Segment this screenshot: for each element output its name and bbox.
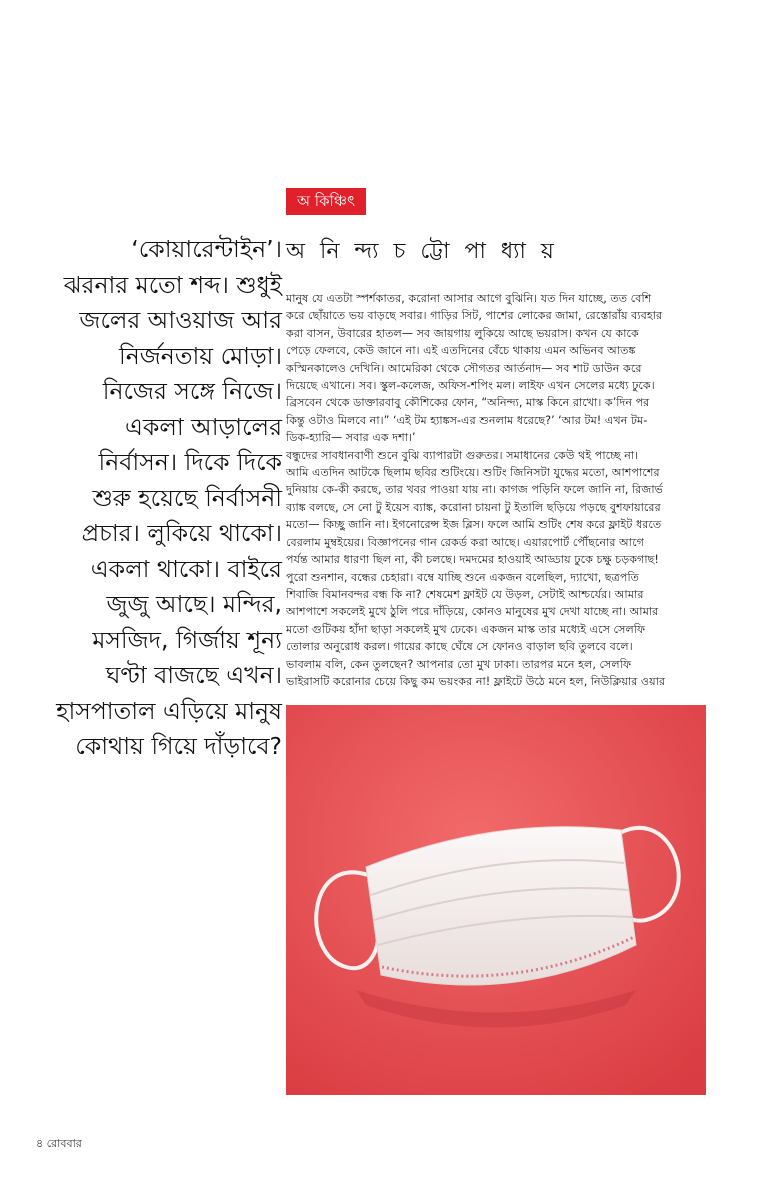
article-line: কস্মিনকালেও দেখিনি। আমেরিকা থেকে সৌগতর আর্তনাদ— সব শাট ডাউন করে <box>286 361 642 375</box>
article-line: ব্রিসবেন থেকে ডাক্তারবাবু কৌশিকের ফোন, “অনিন্দ্য, মাস্ক কিনে রাখো। ক’দিন পর <box>286 396 650 410</box>
section-tag: অ কিঞ্চিৎ <box>286 188 366 215</box>
article-line: দুনিয়ায় কে-কী করছে, তার খবর পাওয়া যায় না। কাগজ পড়িনি ফলে জানি না, রিজার্ভ <box>286 483 663 497</box>
pull-quote-line: নিজের সঙ্গে নিজে। <box>102 377 282 405</box>
article-line: বেরলাম মুম্বইয়ের। বিজ্ঞাপনের গান রেকর্ড করা আছে। এয়ারপোর্ট পৌঁছনোর আগে <box>286 535 644 549</box>
pull-quote <box>20 232 282 765</box>
article-line: মতো— কিচ্ছু জানি না। ইগনোরেন্স ইজ ব্লিস। ফলে আমি শুটিং শেষ করে ফ্লাইট ধরতে <box>286 518 662 532</box>
article-line: পেড়ে ফেলবে, কেউ জানে না। এই এতদিনের বেঁচে থাকায় এমন অভিনব আতঙ্ক <box>286 344 636 358</box>
pull-quote-line: নির্বাসন। দিকে দিকে <box>98 448 282 476</box>
pull-quote-line: জুজু আছে। মন্দির, <box>106 590 282 618</box>
article-line: মতো গুটিকয় হাঁদা ছাড়া সকলেই মুখ ঢেকে। একজন মাস্ক তার মধ্যেই এসে সেলফি <box>286 622 646 636</box>
pull-quote-line: কোথায় গিয়ে দাঁড়াবে? <box>75 732 282 760</box>
pull-quote-line: একলা থাকো। বাইরে <box>90 554 282 583</box>
article-line: ব্যাঙ্ক বলছে, সে নো টু ইয়েস ব্যাঙ্ক, করোনা চায়না টু ইতালি ছড়িয়ে পড়ছে বুশফায়ারের <box>286 500 661 514</box>
pull-quote-line: মসজিদ, গির্জায় শূন্য <box>92 625 282 654</box>
article-line: আমি এতদিন আটকে ছিলাম ছবির শুটিংয়ে। শুটিং জিনিসটা যুদ্ধের মতো, আশপাশের <box>286 466 660 480</box>
pull-quote-line: জলের আওয়াজ আর <box>79 306 282 334</box>
article-line: করে ছোঁয়াতে ভয় বাড়ছে সবার। গাড়ির সিট, পাশের লোকের জামা, রেস্তোরাঁয় ব্যবহার <box>286 309 663 323</box>
pull-quote-line: হাসপাতাল এড়িয়ে মানুষ <box>56 696 282 725</box>
face-mask-illustration <box>286 705 706 1095</box>
article-line: ভাইরাসটি করোনার চেয়ে কিছু কম ভয়ংকর না! ফ্লাইটে উঠে মনে হল, নিউক্লিয়ার ওয়ার <box>286 674 666 688</box>
article-line: তোলার অনুরোধ করল। গায়ের কাছে ঘেঁষে সে ফোনও বাড়াল ছবি তুলবে বলে। <box>286 640 633 654</box>
pull-quote-line: ঝরনার মতো শব্দ। শুধুই <box>63 270 282 299</box>
article-line: ডিক-হ্যারি— সবার এক দশা।’ <box>286 431 416 445</box>
article-line: পর্যন্ত আমার ধারণা ছিল না, কী চলছে। দমদমের হাওয়াই আড্ডায় ঢুকে চক্ষু চড়কগাছ! <box>286 553 659 567</box>
article-line: দিয়েছে এখানে। সব। স্কুল-কলেজ, অফিস-শপিং মল। লাইফ এখন সেলের মধ্যে ঢুকে। <box>286 379 655 393</box>
article-line: করা বাসন, উবারের হাতল— সব জায়গায় লুকিয়ে আছে ভয়রাস। কখন যে কাকে <box>286 326 639 340</box>
article-line: ভাবলাম বলি, কেন তুলছেন? আপনার তো মুখ ঢাকা। তারপর মনে হল, সেলফি <box>286 657 632 671</box>
pull-quote-line: ঘণ্টা বাজছে এখন। <box>105 661 282 689</box>
article-line: আশপাশে সকলেই মুখে ঠুলি পরে দাঁড়িয়ে, কোনও মানুষের মুখ দেখা যাচ্ছে না। আমার <box>286 605 659 619</box>
article-line: মানুষ যে এতটা স্পর্শকাতর, করোনা আসার আগে বুঝিনি। যত দিন যাচ্ছে, তত বেশি <box>286 292 652 305</box>
pull-quote-line: ‘কোয়ারেন্টাইন’। <box>131 235 282 263</box>
pull-quote-line: নির্জনতায় মোড়া। <box>119 341 282 370</box>
article-line: কিন্তু ওটাও মিলবে না।” ‘এই টম হ্যাঙ্কস-এর শুনলাম ধরেছে?’ ‘আর টম! এখন টম- <box>286 413 648 427</box>
pull-quote-line: শুরু হয়েছে নির্বাসনী <box>92 483 282 512</box>
pull-quote-line: প্রচার। লুকিয়ে থাকো। <box>81 519 282 547</box>
author-byline: অ নি ন্দ্য চ ট্টো পা ধ্যা য় <box>286 239 558 264</box>
page-footer: ৪ রোববার <box>36 1137 82 1150</box>
article-line: শিবাজি বিমানবন্দর বন্ধ কি না? শেষমেশ ফ্লাইট যে উড়ল, সেটাই আশ্চর্যের। আমার <box>286 587 644 601</box>
article-line: পুরো শুনশান, বন্ধের চেহারা। বম্বে যাচ্ছি শুনে একজন বলেছিল, দ্যাখো, ছত্রপতি <box>286 570 640 584</box>
article-line: বন্ধুদের সাবধানবাণী শুনে বুঝি ব্যাপারটা গুরুতর। সমাধানের কেউ থই পাচ্ছে না। <box>286 448 639 462</box>
face-mask-photo <box>286 705 706 1095</box>
pull-quote-line: একলা আড়ালের <box>125 412 282 441</box>
article-body <box>286 290 706 690</box>
